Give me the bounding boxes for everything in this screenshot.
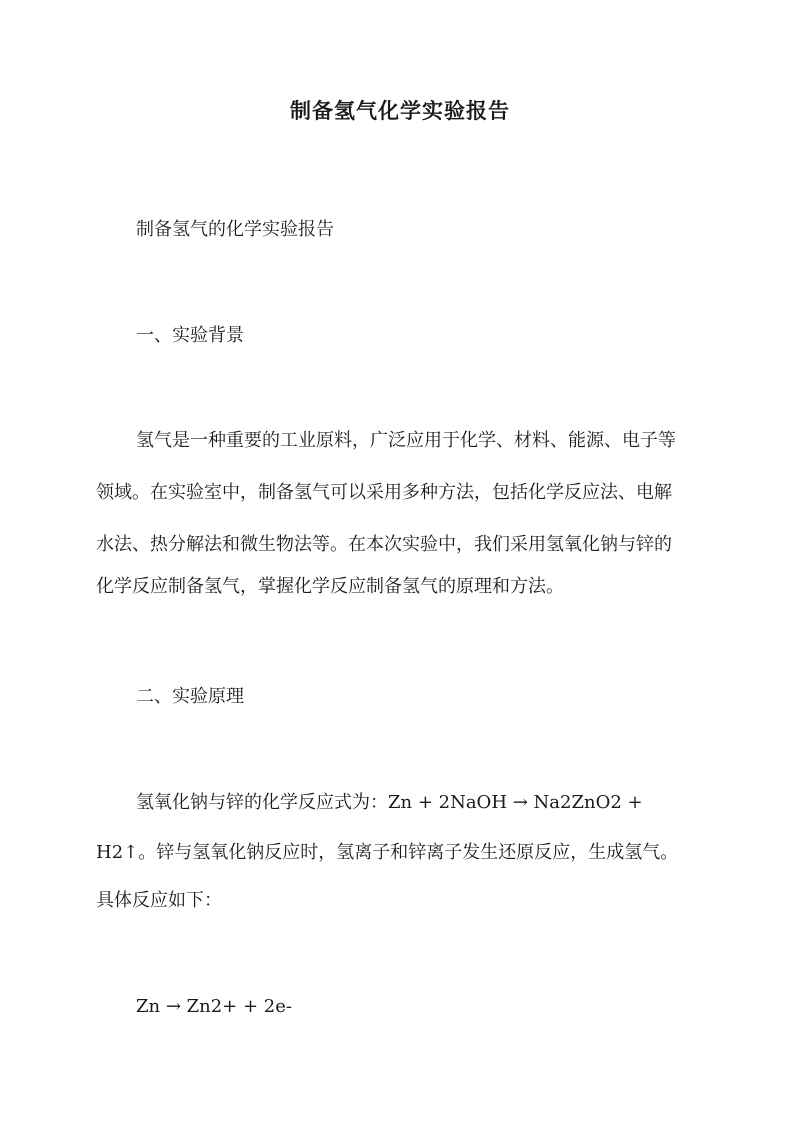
paragraph-line: H2↑。锌与氢氧化钠反应时，氢离子和锌离子发生还原反应，生成氢气。	[96, 842, 679, 863]
reaction-equation: Zn → Zn2+ + 2e-	[136, 996, 292, 1017]
paragraph-line: 氢气是一种重要的工业原料，广泛应用于化学、材料、能源、电子等	[136, 430, 676, 451]
paragraph-line: 水法、热分解法和微生物法等。在本次实验中，我们采用氢氧化钠与锌的	[96, 534, 672, 555]
paragraph-line: 氢氧化钠与锌的化学反应式为：Zn + 2NaOH → Na2ZnO2 +	[136, 792, 643, 813]
section-heading-principle: 二、实验原理	[136, 686, 244, 707]
document-subtitle: 制备氢气的化学实验报告	[136, 219, 334, 240]
paragraph-line: 领域。在实验室中，制备氢气可以采用多种方法，包括化学反应法、电解	[96, 482, 672, 503]
paragraph-line: 具体反应如下：	[96, 890, 222, 911]
section-heading-background: 一、实验背景	[136, 325, 244, 346]
document-title: 制备氢气化学实验报告	[290, 98, 510, 123]
paragraph-line: 化学反应制备氢气，掌握化学反应制备氢气的原理和方法。	[96, 576, 564, 597]
